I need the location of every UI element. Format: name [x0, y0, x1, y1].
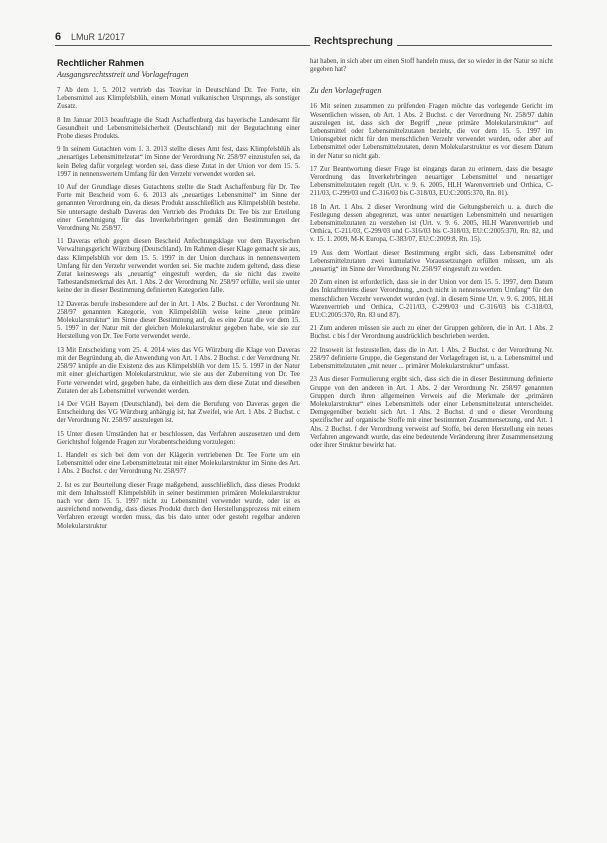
paragraph: 22 Insoweit ist festzustellen, dass die in Art. 1 Abs. 2 Buchst. c der Verordnung Nr. 258/97 definierte Gruppe, die Gegenstand der Vorlagefragen ist, u. a. Lebensmittel und Lebensmittelzutaten „mit neuer ... primärer Molekularstruktur“ umfasst.: [310, 346, 553, 371]
paragraph: 21 Zum anderen müssen sie auch zu einer der Gruppen gehören, die in Art. 1 Abs. 2 Buchst. c bis f der Verordnung ausdrücklich beschrieben werden.: [310, 325, 553, 341]
paragraph: 8 Im Januar 2013 beauftragte die Stadt Aschaffenburg das bayerische Landesamt für Gesundheit und Lebensmittelsicherheit (Deutschland) mit der Begutachtung einer Probe dieses Produkts.: [57, 116, 300, 141]
header-rule: [55, 45, 552, 46]
paragraph: 19 Aus dem Wortlaut dieser Bestimmung ergibt sich, dass Lebensmittel oder Lebensmittelzutaten zwei kumulative Voraussetzungen erfüllen müssen, um als „neuartig“ im Sinne der Verordnung Nr. 258/97 eingestuft zu werden.: [310, 249, 553, 274]
continuation-text: hat haben, in sich aber um einen Stoff handeln muss, der so wieder in der Natur so nicht gegeben hat?: [310, 58, 553, 74]
section-heading: Rechtlicher Rahmen: [57, 58, 145, 68]
paragraph: 14 Der VGH Bayern (Deutschland), bei dem die Berufung von Daveras gegen die Entscheidung des VG Würzburg anhängig ist, hat Zweifel, wie Art. 1 Abs. 2 Buchst. c der Verordnung Nr. 258/97 auszulegen ist.: [57, 400, 300, 425]
right-column: [310, 58, 553, 455]
paragraph: 16 Mit seinen zusammen zu prüfenden Fragen möchte das vorlegende Gericht im Wesentlichen wissen, ob Art. 1 Abs. 2 Buchst. c der Verordnung Nr. 258/97 dahin auszulegen ist, dass sich der Begriff „neue primäre Molekularstruktur“ auf Lebensmittel oder Lebensmittelzutaten bezieht, die vor dem 15. 5. 1997 im Unionsgebiet nicht für den menschlichen Verzehr verwendet wurden, oder aber auf Lebensmittel oder Lebensmittelzutaten, deren Molekularstruktur es vor diesem Datum in der Natur so nicht gab.: [310, 103, 553, 160]
question-1: 1. Handelt es sich bei dem von der Klägerin vertriebenen Dr. Tee Forte um ein Lebensmittel oder eine Lebensmittelzutat mit einer Molekularstruktur im Sinne des Art. 1 Abs. 2 Buchst. c der Verordnung Nr. 258/97?: [57, 451, 300, 476]
section-subheading: Ausgangsrechtsstreit und Vorlagefragen: [57, 70, 189, 79]
paragraph: 18 In Art. 1 Abs. 2 dieser Verordnung wird die Geltungsbereich u. a. durch die Festlegung dessen abgegrenzt, was unter neuartigen Lebensmitteln und neuartigen Lebensmittelzutaten zu verstehen ist (Urt. v. 9. 6. 2005, HLH Warenvertrieb und Orthica, C-211/03, C-299/03 und C-316/03 bis C-318/03, EU:C:2005:370, Rn. 82, und v. 15. 1. 2009, M-K Europa, C-383/07, EU:C:2009:8, Rn. 15).: [310, 203, 553, 244]
paragraph: 17 Zur Beantwortung dieser Frage ist eingangs daran zu erinnern, dass die besagte Verordnung das Inverkehrbringen neuartiger Lebensmittel und neuartiger Lebensmittelzutaten regelt (Urt. v. 9. 6. 2005, HLH Warenvertrieb und Orthica, C-211/03, C-299/03 und C-316/03 bis C-318/03, EU:C:2005:370, Rn. 81).: [310, 165, 553, 198]
paragraph: 7 Ab dem 1. 5. 2012 vertrieb das Teavitar in Deutschland Dr. Tee Forte, ein Lebensmittel aus Klimpfelsblüh, einem Monatl vulkanischen Ursprungs, als sonstiger Zusatz.: [57, 87, 300, 111]
paragraph: 23 Aus dieser Formulierung ergibt sich, dass sich die in dieser Bestimmung definierte Gruppe von den anderen in Art. 1 Abs. 2 der Verordnung Nr. 258/97 genannten Gruppen durch ihren allgemeinen Verweis auf die Merkmale der „primären Molekularstruktur“ eines Lebensmittels oder einer Lebensmittelzutat unterscheidet. Demgegenüber bezieht sich Art. 1 Abs. 2 Buchst. d und e dieser Verordnung spezifischer auf organische Stoffe mit einer bestimmten Zusammensetzung, und Art. 1 Abs. 2 Buchst. f der Verordnung verweist auf Stoffe, bei deren Herstellung ein neues Verfahren angewandt wurde, das eine bedeutende Veränderung ihrer Zusammensetzung oder ihrer Struktur bewirkt hat.: [310, 376, 553, 449]
page-header: [55, 31, 552, 51]
paragraph: 11 Daveras erhob gegen diesen Bescheid Anfechtungsklage vor dem Bayerischen Verwaltungsgericht Würzburg (Deutschland). Im Rahmen dieser Klage gemacht sie aus, dass Klimpelsblüh vor dem 15. 5. 1997 in der Union durchaus in nennenswertem Umfang für den Verzehr verwendet worden sei. Sie machte zudem geltend, dass diese Zutat keineswegs als „neuartig“ eingestuft werden, da sie nicht das zweite Tatbestandsmerkmal des Art. 1 Abs. 2 der Verordnung Nr. 258/97 erfülle, weil sie unter keine der in dieser Bestimmung definierten Kategorien falle.: [57, 238, 300, 295]
question-2: 2. Ist es zur Beurteilung dieser Frage maßgebend, ausschließlich, dass dieses Produkt mit dem Inhaltsstoff Klimpelsblüh in seiner bestimmten primären Molekularstruktur nach vor dem 15. 5. 1997 nicht zu Lebensmittel verwendet wurde, oder ist es ausreichend notwendig, dass dieses Produkt durch den Herstellungsprozess mit einem Verfahren erzeugt worden muss, das bis dato unter oder gesteht regelbar anderen Molekularstruktur: [57, 481, 300, 530]
journal-name: LMuR 1/2017: [71, 32, 126, 42]
paragraph: 13 Mit Entscheidung vom 25. 4. 2014 wies das VG Würzburg die Klage von Daveras mit der Begründung ab, die Anwendung von Art. 1 Abs. 2 Buchst. c der Verordnung Nr. 258/97 knüpfe an die Existenz des aus Klimpelsblüh vor dem 15. 5. 1997 in der Natur mit einer gleichartigen Molekularstruktur, wie sie aus der Zubereitung von Dr. Tee Forte verwendet wird, gegeben habe, da einheitlich aus dem diese Zutat und dieselben Zutaten der als Lebensmittel verwendet werden.: [57, 346, 300, 395]
paragraph: 15 Unter diesen Umständen hat er beschlossen, das Verfahren auszusetzen und dem Gerichtshof folgende Fragen zur Vorabentscheidung vorzulegen:: [57, 430, 300, 446]
paragraph: 12 Daveras berufe insbesondere auf der in Art. 1 Abs. 2 Buchst. c der Verordnung Nr. 258/97 genannten Kategorie, von Klimpelsblüh weise keine „neue primäre Molekularstruktur“ im Sinne dieser Bestimmung auf, da es eine Zutat die vor dem 15. 5. 1997 in der Natur mit der gleichen Molekularstruktur gegeben habe, wie sie zur Herstellung von Dr. Tee Forte verwendet werde.: [57, 300, 300, 341]
page-number: 6: [55, 31, 62, 43]
paragraph: 10 Auf der Grundlage dieses Gutachtens stellte die Stadt Aschaffenburg für Dr. Tee Forte mit Bescheid vom 6. 6. 2013 als „neuartiges Lebensmittel“ im Sinne der genannten Verordnung ein, da dieses Produkt ausschließlich aus Klimpelsblüh bestehe. Sie untersagte deshalb Daveras den Vertrieb des Produkts Dr. Tee bis zur Erteilung einer Genehmigung für das Inverkehrbringen gemäß den Bestimmungen der Verordnung Nr. 258/97.: [57, 184, 300, 233]
section-subheading: Zu den Vorlagefragen: [310, 86, 382, 96]
left-column: [57, 58, 300, 536]
paragraph: 9 In seinem Gutachten vom 1. 3. 2013 stellte dieses Amt fest, dass Klimpfelsblüh als „neuartiges Lebensmittelzutat“ im Sinne der Verordnung Nr. 258/97 einzustufen sei, da kein Beleg dafür vorgelegt worden sei, dass diese Zutat in der Union vor dem 15. 5. 1997 in nennenswertem Umfang für den Verzehr verwendet worden sei.: [57, 146, 300, 178]
paragraph: 20 Zum einen ist erforderlich, dass sie in der Union vor dem 15. 5. 1997, dem Datum des Inkrafttretens dieser Verordnung, „noch nicht in nennenswertem Umfang“ für den menschlichen Verzehr verwendet wurden (vgl. in diesem Sinne Urt. v. 9. 6. 2005, HLH Warenvertrieb und Orthica, C-211/03, C-299/03 und C-316/03 bis C-318/03, EU:C:2005:370, Rn. 83 und 87).: [310, 279, 553, 320]
section-title: Rechtsprechung: [310, 36, 397, 47]
